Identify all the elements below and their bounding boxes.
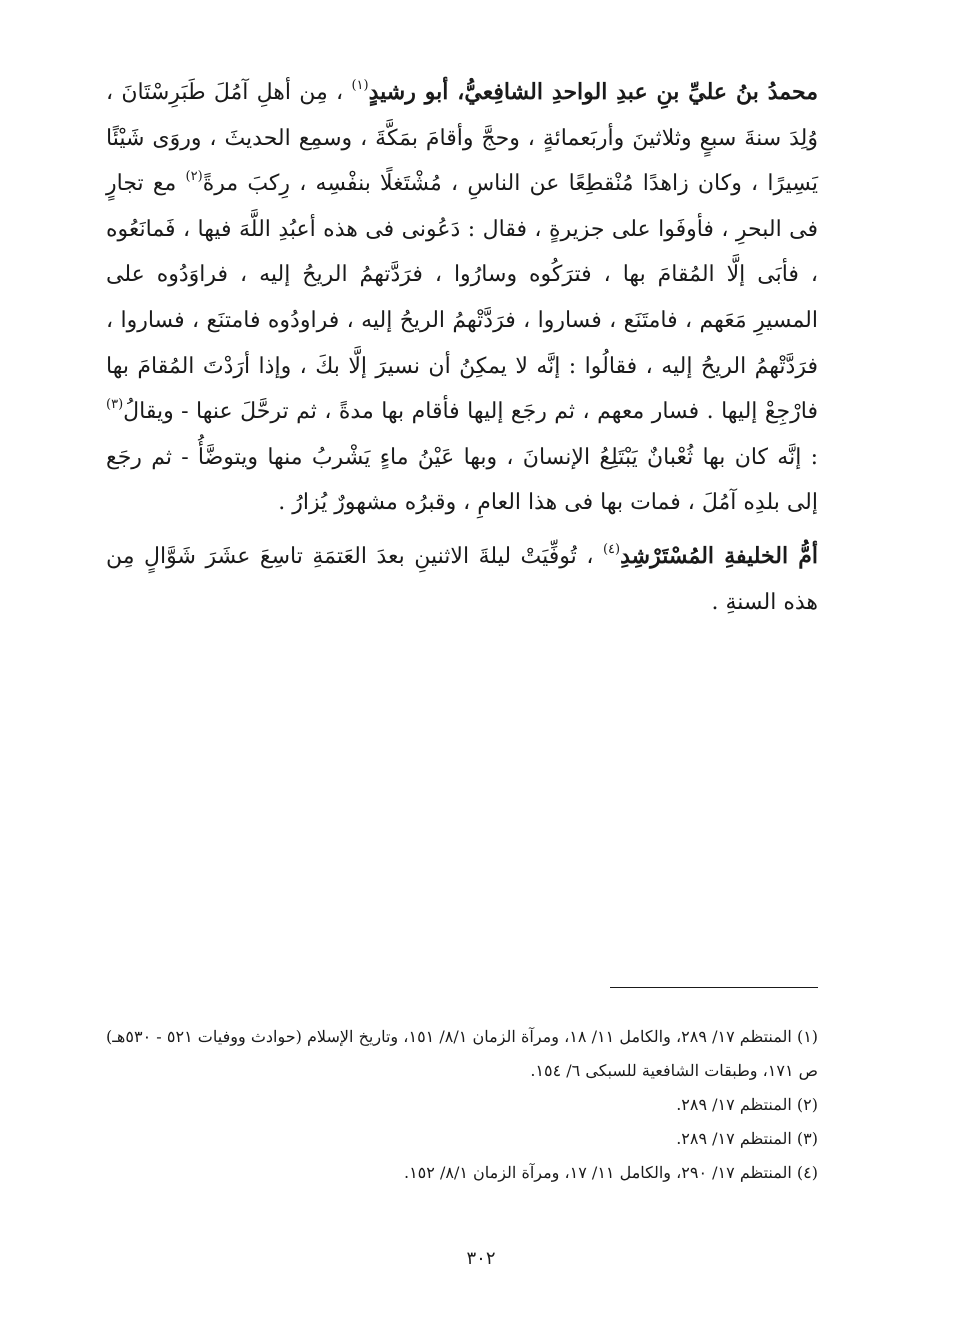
entry-paragraph <box>106 70 818 526</box>
entry-paragraph <box>106 534 818 625</box>
footnote-divider <box>610 987 818 988</box>
footnote-ref: (٣) <box>106 397 124 413</box>
entry-text: ، تُوفِّيَتْ ليلةَ الاثنينِ بعدَ العَتمَةِ تاسِعَ عشَرَ شَوَّالٍ مِن هذه السنةِ . <box>106 543 818 615</box>
footnote: (٣) المنتظم ١٧/ ٢٨٩. <box>676 1129 818 1148</box>
footnote-ref: (٢) <box>185 169 203 185</box>
page-number: ٣٠٢ <box>466 1248 496 1269</box>
entry-text: ، مِن أهلِ آمُلَ طَبَرِسْتَانَ ، وُلِدَ سنةَ سبعٍ وثلاثينَ وأربَعمائةٍ ، وحجَّ وأقامَ بمَكَّةَ ، وسمِع الحديثَ ، وروَى شَيْئًا يَسِيرًا ، وكان زاهدًا مُنْقطِعًا عن الناسِ ، مُشْتَغلًا بنفْسِه ، رِكبَ مرةً <box>106 80 818 197</box>
footnote-ref: (١) <box>351 78 369 93</box>
entry-text: : إنَّه كان بها ثُعْبانٌ يَبْتَلِعُ الإنسانَ ، وبها عَيْنُ ماءٍ يَشْربُ منها ويتوضَّأُ - ثم رجَع إلى بلدِه آمُلَ ، فمات بها فى هذا العامِ ، وقبرُه مشهورٌ يُزارُ . <box>106 444 818 516</box>
footnote: (٤) المنتظم ١٧/ ٢٩٠، والكامل ١١/ ١٧، ومرآة الزمان ٨/١/ ١٥٢. <box>403 1163 818 1182</box>
entry-name: أمُّ الخليفةِ المُسْتَرْشِدِ <box>620 542 818 569</box>
footnote: (١) المنتظم ١٧/ ٢٨٩، والكامل ١١/ ١٨، ومرآة الزمان ٨/١/ ١٥١، وتاريخ الإسلام (حوادث ووفيات ٥٢١ - ٥٣٠هـ) ص ١٧١، وطبقات الشافعية للسبكى ٦/ ١٥٤. <box>106 1027 819 1080</box>
footnote: (٢) المنتظم ١٧/ ٢٨٩. <box>676 1095 818 1114</box>
footnotes <box>106 1020 818 1190</box>
main-text <box>106 70 818 625</box>
entry-text: مع تجارٍ فى البحرِ ، فأوفَوا على جزيرةٍ ، فقال : دَعُونى فى هذه أعبُدِ اللَّهَ فيها ، فَمانَعُوه ، فأبَى إلَّا المُقامَ بها ، فترَكُوه وسارُوا ، فرَدَّتهمُ الريحُ إليه ، فراوَدُوه على المسيرِ مَعَهم ، فامتَنَع ، فساروا ، فرَدَّتْهمُ الريحُ إليه ، فراودُوه فامتنَع ، فساروا ، فرَدَّتْهمُ الريحُ إليه ، فقالُوا : إنَّه لا يمكِنُ أن نسيرَ إلَّا بكَ ، وإذا أرَدْتَ المُقامَ بها فارْجِعْ إليها . فسار معهم ، ثم رجَع إليها فأقام بها مدةً ، ثم ترحَّلَ عنها - ويقالُ <box>106 171 819 425</box>
entry-name: محمدُ بنُ عليِّ بنِ عبدِ الواحدِ الشافِعيُّ، أبو رشيدٍ <box>368 79 818 105</box>
footnote-ref: (٤) <box>602 541 621 557</box>
